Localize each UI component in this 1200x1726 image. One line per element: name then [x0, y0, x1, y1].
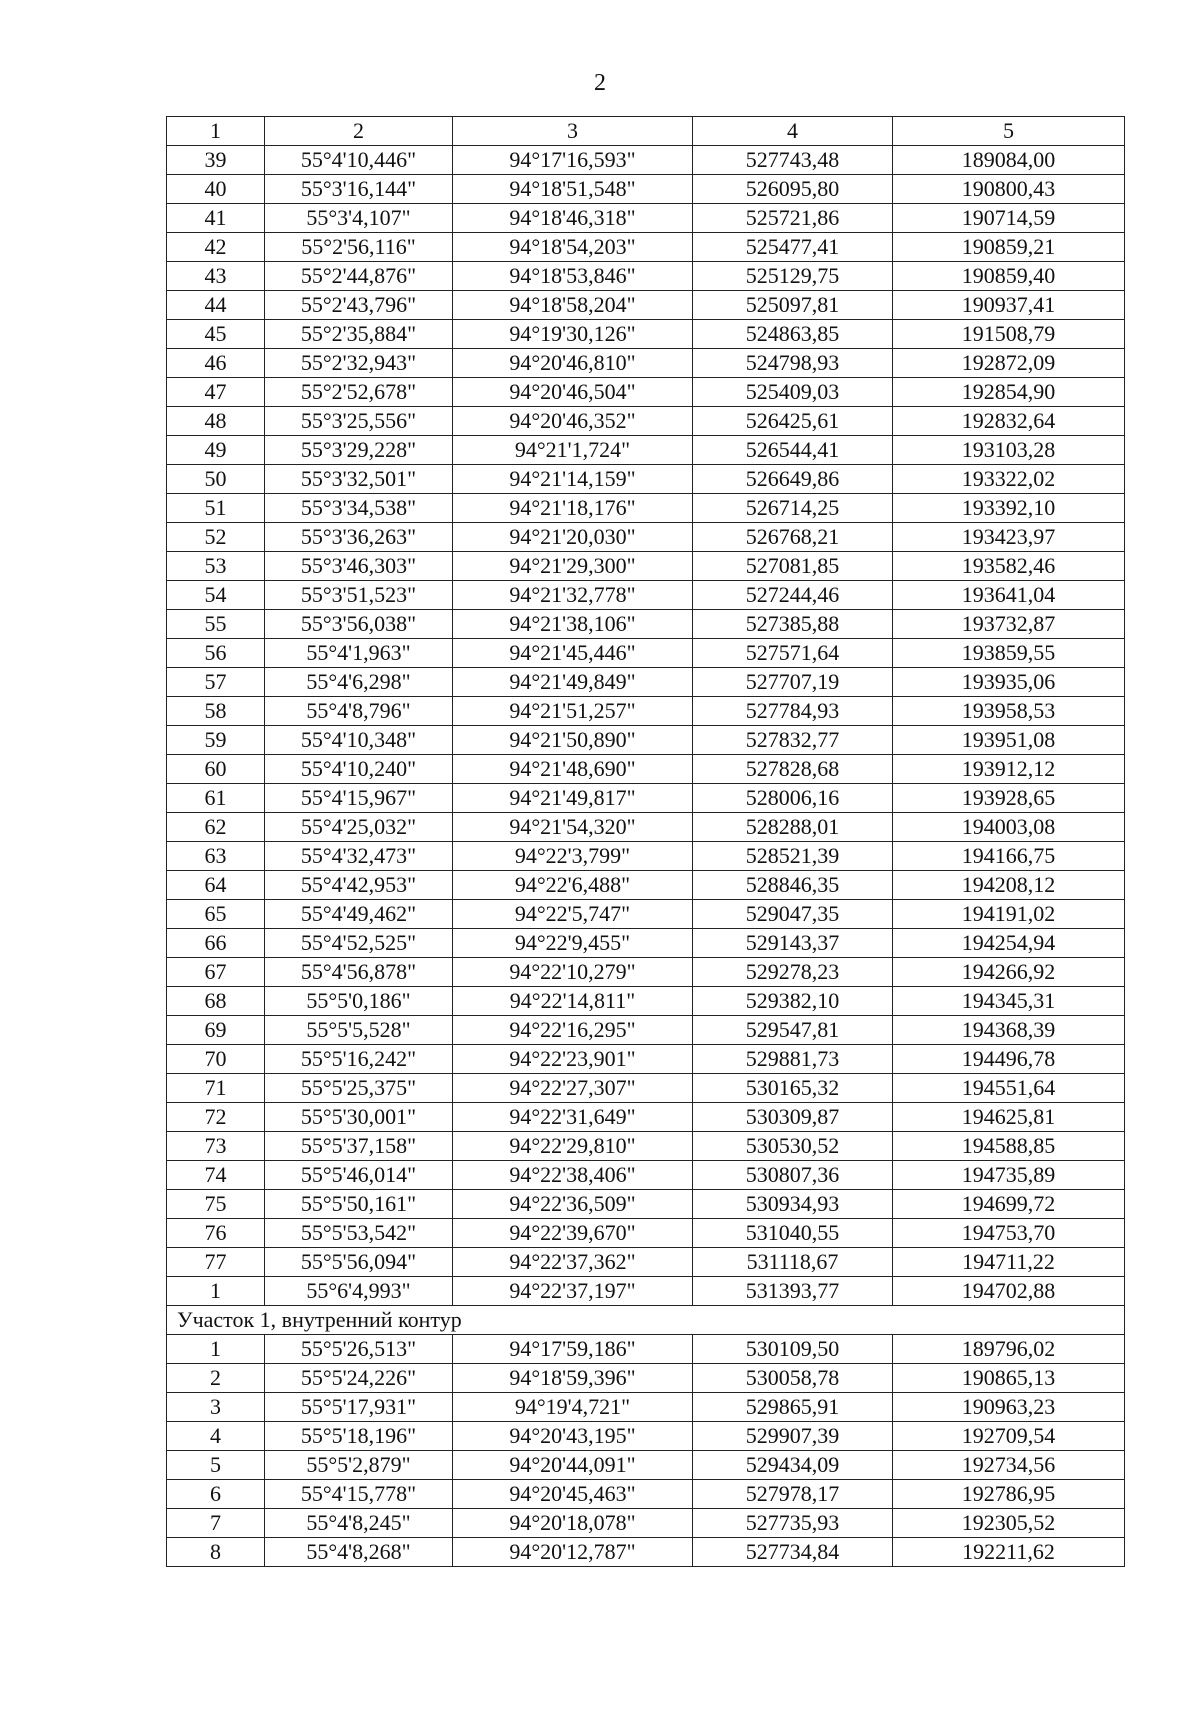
latitude-cell: 55°5'5,528" [265, 1016, 453, 1045]
point-number-cell: 67 [167, 958, 265, 987]
longitude-cell: 94°22'6,488" [453, 871, 693, 900]
table-row [167, 552, 1125, 581]
latitude-cell: 55°4'15,778" [265, 1480, 453, 1509]
longitude-cell: 94°21'49,817" [453, 784, 693, 813]
table-row [167, 1509, 1125, 1538]
longitude-cell: 94°22'37,362" [453, 1248, 693, 1277]
section-row [167, 1306, 1125, 1335]
longitude-cell: 94°21'1,724" [453, 436, 693, 465]
latitude-cell: 55°5'16,242" [265, 1045, 453, 1074]
table-row [167, 494, 1125, 523]
longitude-cell: 94°18'53,846" [453, 262, 693, 291]
y-coordinate-cell: 194191,02 [893, 900, 1125, 929]
longitude-cell: 3 [453, 117, 693, 146]
coordinates-table [166, 116, 1125, 1567]
x-coordinate-cell: 528846,35 [693, 871, 893, 900]
point-number-cell: 2 [167, 1364, 265, 1393]
x-coordinate-cell: 530934,93 [693, 1190, 893, 1219]
point-number-cell: 44 [167, 291, 265, 320]
latitude-cell: 55°2'35,884" [265, 320, 453, 349]
table-row [167, 436, 1125, 465]
table-row [167, 523, 1125, 552]
table-row [167, 1393, 1125, 1422]
point-number-cell: 40 [167, 175, 265, 204]
y-coordinate-cell: 193582,46 [893, 552, 1125, 581]
x-coordinate-cell: 527081,85 [693, 552, 893, 581]
point-number-cell: 50 [167, 465, 265, 494]
y-coordinate-cell: 194254,94 [893, 929, 1125, 958]
longitude-cell: 94°22'10,279" [453, 958, 693, 987]
longitude-cell: 94°21'51,257" [453, 697, 693, 726]
point-number-cell: 76 [167, 1219, 265, 1248]
table-row [167, 697, 1125, 726]
x-coordinate-cell: 530058,78 [693, 1364, 893, 1393]
point-number-cell: 53 [167, 552, 265, 581]
y-coordinate-cell: 194166,75 [893, 842, 1125, 871]
point-number-cell: 52 [167, 523, 265, 552]
latitude-cell: 55°4'10,348" [265, 726, 453, 755]
latitude-cell: 55°4'52,525" [265, 929, 453, 958]
table-row [167, 1219, 1125, 1248]
latitude-cell: 55°3'4,107" [265, 204, 453, 233]
x-coordinate-cell: 530109,50 [693, 1335, 893, 1364]
longitude-cell: 94°22'37,197" [453, 1277, 693, 1306]
y-coordinate-cell: 194003,08 [893, 813, 1125, 842]
longitude-cell: 94°21'48,690" [453, 755, 693, 784]
x-coordinate-cell: 527734,84 [693, 1538, 893, 1567]
y-coordinate-cell: 190859,40 [893, 262, 1125, 291]
y-coordinate-cell: 193951,08 [893, 726, 1125, 755]
y-coordinate-cell: 194625,81 [893, 1103, 1125, 1132]
point-number-cell: 71 [167, 1074, 265, 1103]
y-coordinate-cell: 194496,78 [893, 1045, 1125, 1074]
x-coordinate-cell: 527784,93 [693, 697, 893, 726]
point-number-cell: 74 [167, 1161, 265, 1190]
longitude-cell: 94°20'12,787" [453, 1538, 693, 1567]
table-row [167, 842, 1125, 871]
y-coordinate-cell: 194345,31 [893, 987, 1125, 1016]
latitude-cell: 55°3'36,263" [265, 523, 453, 552]
latitude-cell: 55°2'32,943" [265, 349, 453, 378]
x-coordinate-cell: 529382,10 [693, 987, 893, 1016]
table-row [167, 1538, 1125, 1567]
longitude-cell: 94°22'3,799" [453, 842, 693, 871]
point-number-cell: 60 [167, 755, 265, 784]
latitude-cell: 55°5'56,094" [265, 1248, 453, 1277]
latitude-cell: 55°4'1,963" [265, 639, 453, 668]
longitude-cell: 94°21'49,849" [453, 668, 693, 697]
latitude-cell: 55°5'25,375" [265, 1074, 453, 1103]
point-number-cell: 70 [167, 1045, 265, 1074]
x-coordinate-cell: 525721,86 [693, 204, 893, 233]
longitude-cell: 94°21'18,176" [453, 494, 693, 523]
longitude-cell: 94°21'54,320" [453, 813, 693, 842]
table-row [167, 958, 1125, 987]
y-coordinate-cell: 190937,41 [893, 291, 1125, 320]
point-number-cell: 65 [167, 900, 265, 929]
table-row [167, 668, 1125, 697]
table-row [167, 871, 1125, 900]
table-row [167, 929, 1125, 958]
x-coordinate-cell: 530807,36 [693, 1161, 893, 1190]
longitude-cell: 94°20'46,810" [453, 349, 693, 378]
longitude-cell: 94°22'29,810" [453, 1132, 693, 1161]
point-number-cell: 58 [167, 697, 265, 726]
longitude-cell: 94°22'31,649" [453, 1103, 693, 1132]
point-number-cell: 1 [167, 1277, 265, 1306]
x-coordinate-cell: 531393,77 [693, 1277, 893, 1306]
x-coordinate-cell: 527832,77 [693, 726, 893, 755]
point-number-cell: 75 [167, 1190, 265, 1219]
longitude-cell: 94°20'45,463" [453, 1480, 693, 1509]
latitude-cell: 55°3'46,303" [265, 552, 453, 581]
y-coordinate-cell: 193928,65 [893, 784, 1125, 813]
point-number-cell: 1 [167, 117, 265, 146]
longitude-cell: 94°21'20,030" [453, 523, 693, 552]
x-coordinate-cell: 526425,61 [693, 407, 893, 436]
table-row [167, 320, 1125, 349]
y-coordinate-cell: 194699,72 [893, 1190, 1125, 1219]
x-coordinate-cell: 526544,41 [693, 436, 893, 465]
longitude-cell: 94°22'5,747" [453, 900, 693, 929]
point-number-cell: 42 [167, 233, 265, 262]
latitude-cell: 55°5'26,513" [265, 1335, 453, 1364]
y-coordinate-cell: 190859,21 [893, 233, 1125, 262]
x-coordinate-cell: 529143,37 [693, 929, 893, 958]
y-coordinate-cell: 193935,06 [893, 668, 1125, 697]
table-row [167, 262, 1125, 291]
point-number-cell: 57 [167, 668, 265, 697]
longitude-cell: 94°22'16,295" [453, 1016, 693, 1045]
x-coordinate-cell: 531118,67 [693, 1248, 893, 1277]
y-coordinate-cell: 194208,12 [893, 871, 1125, 900]
x-coordinate-cell: 529434,09 [693, 1451, 893, 1480]
latitude-cell: 55°3'51,523" [265, 581, 453, 610]
point-number-cell: 59 [167, 726, 265, 755]
x-coordinate-cell: 528006,16 [693, 784, 893, 813]
longitude-cell: 94°22'38,406" [453, 1161, 693, 1190]
table-row [167, 755, 1125, 784]
latitude-cell: 55°5'53,542" [265, 1219, 453, 1248]
y-coordinate-cell: 190963,23 [893, 1393, 1125, 1422]
table-row [167, 378, 1125, 407]
latitude-cell: 55°4'10,446" [265, 146, 453, 175]
longitude-cell: 94°17'59,186" [453, 1335, 693, 1364]
point-number-cell: 4 [167, 1422, 265, 1451]
y-coordinate-cell: 192709,54 [893, 1422, 1125, 1451]
page-number: 2 [594, 70, 606, 96]
point-number-cell: 72 [167, 1103, 265, 1132]
longitude-cell: 94°18'51,548" [453, 175, 693, 204]
x-coordinate-cell: 530530,52 [693, 1132, 893, 1161]
longitude-cell: 94°17'16,593" [453, 146, 693, 175]
x-coordinate-cell: 531040,55 [693, 1219, 893, 1248]
longitude-cell: 94°22'23,901" [453, 1045, 693, 1074]
table-row [167, 291, 1125, 320]
table-row [167, 407, 1125, 436]
y-coordinate-cell: 194588,85 [893, 1132, 1125, 1161]
point-number-cell: 45 [167, 320, 265, 349]
point-number-cell: 77 [167, 1248, 265, 1277]
table-row [167, 581, 1125, 610]
y-coordinate-cell: 5 [893, 117, 1125, 146]
latitude-cell: 55°5'18,196" [265, 1422, 453, 1451]
table-row [167, 1016, 1125, 1045]
latitude-cell: 55°4'49,462" [265, 900, 453, 929]
longitude-cell: 94°21'14,159" [453, 465, 693, 494]
latitude-cell: 55°4'6,298" [265, 668, 453, 697]
longitude-cell: 94°22'14,811" [453, 987, 693, 1016]
table-row [167, 900, 1125, 929]
latitude-cell: 55°5'24,226" [265, 1364, 453, 1393]
y-coordinate-cell: 193732,87 [893, 610, 1125, 639]
table-row [167, 146, 1125, 175]
point-number-cell: 63 [167, 842, 265, 871]
y-coordinate-cell: 193859,55 [893, 639, 1125, 668]
y-coordinate-cell: 192786,95 [893, 1480, 1125, 1509]
longitude-cell: 94°18'58,204" [453, 291, 693, 320]
longitude-cell: 94°22'36,509" [453, 1190, 693, 1219]
point-number-cell: 69 [167, 1016, 265, 1045]
table-row [167, 349, 1125, 378]
y-coordinate-cell: 193641,04 [893, 581, 1125, 610]
latitude-cell: 55°4'10,240" [265, 755, 453, 784]
latitude-cell: 55°5'2,879" [265, 1451, 453, 1480]
longitude-cell: 94°18'46,318" [453, 204, 693, 233]
y-coordinate-cell: 193423,97 [893, 523, 1125, 552]
table-row [167, 1451, 1125, 1480]
y-coordinate-cell: 189084,00 [893, 146, 1125, 175]
point-number-cell: 73 [167, 1132, 265, 1161]
latitude-cell: 55°5'46,014" [265, 1161, 453, 1190]
coordinates-table-body [167, 117, 1125, 1567]
x-coordinate-cell: 529865,91 [693, 1393, 893, 1422]
y-coordinate-cell: 192211,62 [893, 1538, 1125, 1567]
point-number-cell: 49 [167, 436, 265, 465]
longitude-cell: 94°20'46,352" [453, 407, 693, 436]
y-coordinate-cell: 193912,12 [893, 755, 1125, 784]
y-coordinate-cell: 192854,90 [893, 378, 1125, 407]
y-coordinate-cell: 192305,52 [893, 1509, 1125, 1538]
point-number-cell: 43 [167, 262, 265, 291]
y-coordinate-cell: 192832,64 [893, 407, 1125, 436]
latitude-cell: 55°5'30,001" [265, 1103, 453, 1132]
x-coordinate-cell: 529907,39 [693, 1422, 893, 1451]
point-number-cell: 8 [167, 1538, 265, 1567]
longitude-cell: 94°20'44,091" [453, 1451, 693, 1480]
longitude-cell: 94°22'39,670" [453, 1219, 693, 1248]
longitude-cell: 94°21'38,106" [453, 610, 693, 639]
latitude-cell: 55°2'44,876" [265, 262, 453, 291]
y-coordinate-cell: 190800,43 [893, 175, 1125, 204]
point-number-cell: 64 [167, 871, 265, 900]
point-number-cell: 51 [167, 494, 265, 523]
x-coordinate-cell: 530309,87 [693, 1103, 893, 1132]
latitude-cell: 55°4'25,032" [265, 813, 453, 842]
y-coordinate-cell: 194711,22 [893, 1248, 1125, 1277]
x-coordinate-cell: 526714,25 [693, 494, 893, 523]
point-number-cell: 41 [167, 204, 265, 233]
point-number-cell: 55 [167, 610, 265, 639]
x-coordinate-cell: 524863,85 [693, 320, 893, 349]
x-coordinate-cell: 529547,81 [693, 1016, 893, 1045]
x-coordinate-cell: 527707,19 [693, 668, 893, 697]
longitude-cell: 94°20'18,078" [453, 1509, 693, 1538]
latitude-cell: 55°3'34,538" [265, 494, 453, 523]
x-coordinate-cell: 528521,39 [693, 842, 893, 871]
latitude-cell: 55°2'43,796" [265, 291, 453, 320]
y-coordinate-cell: 190865,13 [893, 1364, 1125, 1393]
table-row [167, 175, 1125, 204]
x-coordinate-cell: 529047,35 [693, 900, 893, 929]
x-coordinate-cell: 526768,21 [693, 523, 893, 552]
x-coordinate-cell: 527244,46 [693, 581, 893, 610]
longitude-cell: 94°20'43,195" [453, 1422, 693, 1451]
latitude-cell: 55°3'16,144" [265, 175, 453, 204]
y-coordinate-cell: 193392,10 [893, 494, 1125, 523]
longitude-cell: 94°21'32,778" [453, 581, 693, 610]
table-row [167, 465, 1125, 494]
y-coordinate-cell: 193103,28 [893, 436, 1125, 465]
longitude-cell: 94°20'46,504" [453, 378, 693, 407]
longitude-cell: 94°21'50,890" [453, 726, 693, 755]
table-row [167, 1248, 1125, 1277]
x-coordinate-cell: 527743,48 [693, 146, 893, 175]
latitude-cell: 55°4'8,268" [265, 1538, 453, 1567]
table-row [167, 726, 1125, 755]
longitude-cell: 94°21'29,300" [453, 552, 693, 581]
x-coordinate-cell: 527978,17 [693, 1480, 893, 1509]
point-number-cell: 5 [167, 1451, 265, 1480]
x-coordinate-cell: 528288,01 [693, 813, 893, 842]
latitude-cell: 55°6'4,993" [265, 1277, 453, 1306]
x-coordinate-cell: 526649,86 [693, 465, 893, 494]
latitude-cell: 2 [265, 117, 453, 146]
table-row [167, 1161, 1125, 1190]
x-coordinate-cell: 526095,80 [693, 175, 893, 204]
y-coordinate-cell: 192872,09 [893, 349, 1125, 378]
latitude-cell: 55°5'17,931" [265, 1393, 453, 1422]
y-coordinate-cell: 194266,92 [893, 958, 1125, 987]
x-coordinate-cell: 527571,64 [693, 639, 893, 668]
y-coordinate-cell: 191508,79 [893, 320, 1125, 349]
table-row [167, 1045, 1125, 1074]
point-number-cell: 48 [167, 407, 265, 436]
y-coordinate-cell: 194368,39 [893, 1016, 1125, 1045]
x-coordinate-cell: 527735,93 [693, 1509, 893, 1538]
y-coordinate-cell: 194702,88 [893, 1277, 1125, 1306]
latitude-cell: 55°3'32,501" [265, 465, 453, 494]
latitude-cell: 55°4'15,967" [265, 784, 453, 813]
table-row [167, 813, 1125, 842]
point-number-cell: 61 [167, 784, 265, 813]
table-row [167, 1190, 1125, 1219]
point-number-cell: 3 [167, 1393, 265, 1422]
header-row [167, 117, 1125, 146]
longitude-cell: 94°19'30,126" [453, 320, 693, 349]
x-coordinate-cell: 525097,81 [693, 291, 893, 320]
latitude-cell: 55°4'8,796" [265, 697, 453, 726]
x-coordinate-cell: 529881,73 [693, 1045, 893, 1074]
point-number-cell: 66 [167, 929, 265, 958]
longitude-cell: 94°22'27,307" [453, 1074, 693, 1103]
section-title: Участок 1, внутренний контур [167, 1306, 1125, 1335]
table-row [167, 610, 1125, 639]
x-coordinate-cell: 525477,41 [693, 233, 893, 262]
longitude-cell: 94°19'4,721" [453, 1393, 693, 1422]
latitude-cell: 55°3'56,038" [265, 610, 453, 639]
latitude-cell: 55°4'56,878" [265, 958, 453, 987]
y-coordinate-cell: 194735,89 [893, 1161, 1125, 1190]
table-row [167, 1480, 1125, 1509]
latitude-cell: 55°4'42,953" [265, 871, 453, 900]
table-row [167, 1103, 1125, 1132]
longitude-cell: 94°18'59,396" [453, 1364, 693, 1393]
x-coordinate-cell: 525409,03 [693, 378, 893, 407]
table-row [167, 784, 1125, 813]
latitude-cell: 55°3'29,228" [265, 436, 453, 465]
latitude-cell: 55°4'8,245" [265, 1509, 453, 1538]
y-coordinate-cell: 193322,02 [893, 465, 1125, 494]
point-number-cell: 6 [167, 1480, 265, 1509]
point-number-cell: 47 [167, 378, 265, 407]
latitude-cell: 55°5'50,161" [265, 1190, 453, 1219]
table-row [167, 233, 1125, 262]
table-row [167, 204, 1125, 233]
x-coordinate-cell: 529278,23 [693, 958, 893, 987]
table-row [167, 1364, 1125, 1393]
latitude-cell: 55°3'25,556" [265, 407, 453, 436]
table-row [167, 639, 1125, 668]
point-number-cell: 1 [167, 1335, 265, 1364]
y-coordinate-cell: 194753,70 [893, 1219, 1125, 1248]
x-coordinate-cell: 527828,68 [693, 755, 893, 784]
latitude-cell: 55°5'0,186" [265, 987, 453, 1016]
point-number-cell: 7 [167, 1509, 265, 1538]
latitude-cell: 55°4'32,473" [265, 842, 453, 871]
latitude-cell: 55°2'56,116" [265, 233, 453, 262]
point-number-cell: 39 [167, 146, 265, 175]
table-row [167, 1335, 1125, 1364]
y-coordinate-cell: 193958,53 [893, 697, 1125, 726]
longitude-cell: 94°18'54,203" [453, 233, 693, 262]
latitude-cell: 55°2'52,678" [265, 378, 453, 407]
longitude-cell: 94°21'45,446" [453, 639, 693, 668]
point-number-cell: 62 [167, 813, 265, 842]
x-coordinate-cell: 525129,75 [693, 262, 893, 291]
point-number-cell: 46 [167, 349, 265, 378]
table-row [167, 1277, 1125, 1306]
point-number-cell: 56 [167, 639, 265, 668]
x-coordinate-cell: 530165,32 [693, 1074, 893, 1103]
latitude-cell: 55°5'37,158" [265, 1132, 453, 1161]
point-number-cell: 68 [167, 987, 265, 1016]
x-coordinate-cell: 527385,88 [693, 610, 893, 639]
y-coordinate-cell: 190714,59 [893, 204, 1125, 233]
y-coordinate-cell: 192734,56 [893, 1451, 1125, 1480]
table-row [167, 1074, 1125, 1103]
point-number-cell: 54 [167, 581, 265, 610]
y-coordinate-cell: 189796,02 [893, 1335, 1125, 1364]
y-coordinate-cell: 194551,64 [893, 1074, 1125, 1103]
table-row [167, 1422, 1125, 1451]
longitude-cell: 94°22'9,455" [453, 929, 693, 958]
table-row [167, 1132, 1125, 1161]
x-coordinate-cell: 524798,93 [693, 349, 893, 378]
x-coordinate-cell: 4 [693, 117, 893, 146]
table-row [167, 987, 1125, 1016]
